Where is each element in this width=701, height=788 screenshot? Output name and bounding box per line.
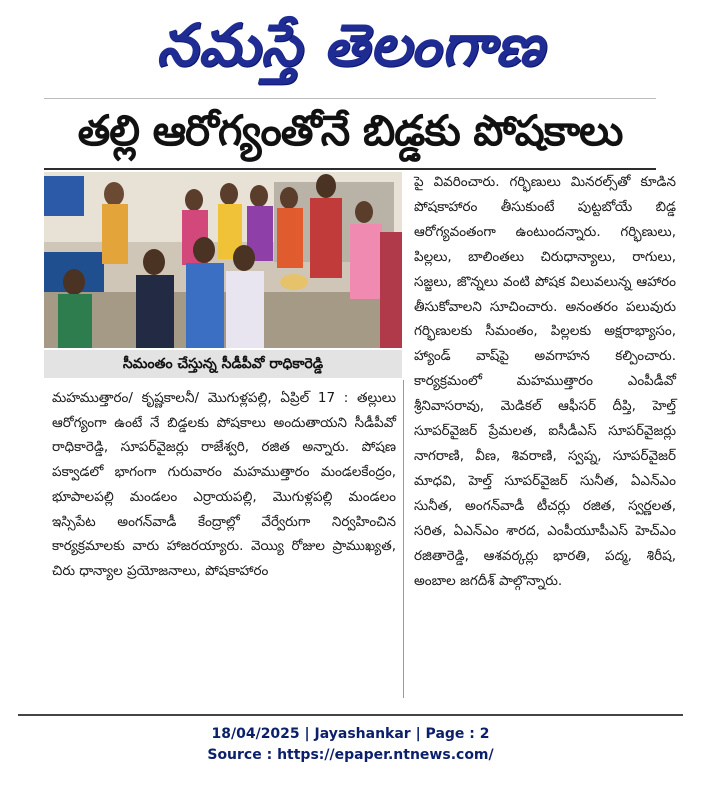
newspaper-masthead: నమస్తే తెలంగాణ	[156, 11, 545, 79]
left-column-body: మహముత్తారం/ కృష్ణకాలనీ/ మొగుళ్లపల్లి, ఏప్రిల్ 17 : తల్లులు ఆరోగ్యంగా ఉంటే నే బిడ్డలకు పోషకాలు అందుతాయని సీడీపీవో రాధికారెడ్డి, సూపర్‌వైజర్లు రాజేశ్వరి, రజిత అన్నారు. పోషణ పక్వాడలో భాగంగా గురువారం మహముత్తారం మండలకేంద్రం, భూపాలపల్లి మండలం ఎర్రాయపల్లి, మొగుళ్లపల్లి మండలం ఇస్సిపేట అంగన్‌వాడీ కేంద్రాల్లో వేర్వేరుగా నిర్వహించిన కార్యక్రమాలకు వారు హాజరయ్యారు. వెయ్యి రోజుల ప్రాముఖ్యత, చిరు ధాన్యాల ప్రయోజనాలు, పోషకాహారం	[52, 390, 396, 579]
photo-illustration	[44, 172, 402, 348]
page-footer	[0, 724, 701, 766]
column-divider	[403, 380, 404, 698]
article-photo	[44, 172, 402, 348]
article-headline: తల్లి ఆరోగ్యంతోనే బిడ్డకు పోషకాలు	[77, 106, 623, 155]
photo-caption: సీమంతం చేస్తున్న సీడీపీవో రాధికారెడ్డి	[44, 350, 402, 378]
footer-divider	[18, 714, 683, 716]
top-divider	[44, 98, 656, 99]
footer-date-edition: 18/04/2025 | Jayashankar | Page : 2	[211, 726, 490, 742]
article-right-column	[414, 170, 676, 593]
article-left-column	[52, 386, 396, 584]
footer-source-link[interactable]: Source : https://epaper.ntnews.com/	[207, 747, 494, 763]
right-column-body: పై వివరించారు. గర్భిణులు మినరల్స్‌తో కూడిన పోషకాహారం తీసుకుంటే పుట్టబోయే బిడ్డ ఆరోగ్యవంతంగా ఉంటుందన్నారు. గర్భిణులు, పిల్లలు, బాలింతలు చిరుధాన్యాలు, రాగులు, సజ్జలు, జొన్నలు వంటి పోషక విలువలున్న ఆహారం తీసుకోవాలని సూచించారు. అనంతరం పలువురు గర్భిణులకు సీమంతం, పిల్లలకు అక్షరాభ్యాసం, హ్యాండ్ వాష్‌పై అవగాహన కల్పించారు. కార్యక్రమంలో మహముత్తారం ఎంపీడీవో శ్రీనివాసరావు, మెడికల్ ఆఫీసర్ దీప్తి, హెల్త్ సూపర్‌వైజర్ ప్రేమలత, ఐసీడీఎస్ సూపర్‌వైజర్లు నాగరాణి, వీణ, శివరాణి, స్వప్న, సూపర్‌వైజర్ మాధవి, హెల్త్ సూపర్‌వైజర్ సునీత, ఏఎన్‌ఎం సునీత, అంగన్‌వాడీ టీచర్లు రజిత, స్వర్ణలత, సరిత, ఏఎన్‌ఎం శారద, ఎంపీయూపీఎస్ హెచ్‌ఎం రజితారెడ్డి, ఆశవర్కర్లు భారతి, పద్మ, శిరీష, అంబాల జగదీశ్ పాల్గొన్నారు.	[414, 174, 676, 589]
